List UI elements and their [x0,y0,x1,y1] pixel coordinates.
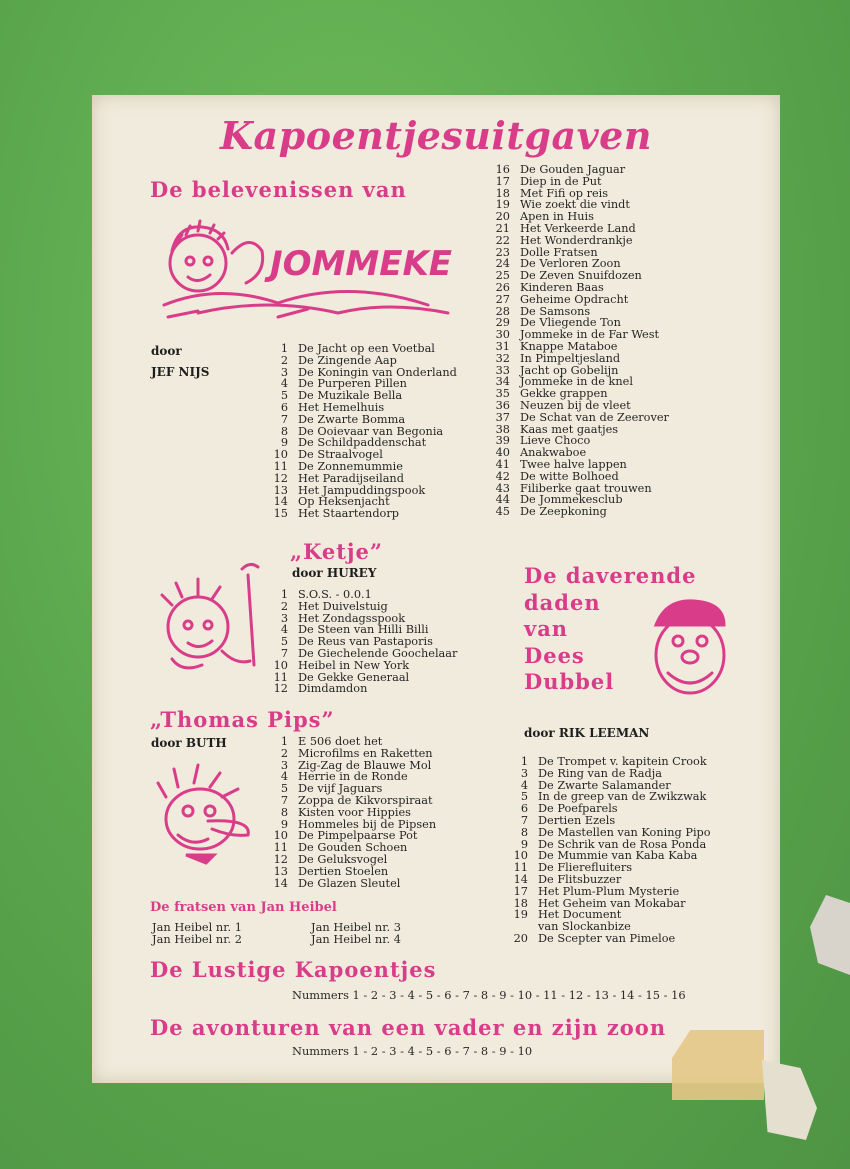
jommeke-name: Het Hemelhuis [298,400,385,414]
jommeke-name: Lieve Choco [520,434,591,448]
jommeke-number: 26 [495,280,510,294]
jommeke-number: 35 [495,387,510,401]
dees-heading-line: daden [524,589,601,615]
thomas-number: 1 [280,735,288,748]
ketje-name: De Reus van Pastaporis [298,635,433,649]
jommeke-name: De Koningin van Onderland [298,365,457,379]
ketje-name: S.O.S. - 0.0.1 [298,588,372,601]
jommeke-name: Het Paradijseiland [298,471,404,485]
jommeke-name: Met Fifi op reis [520,186,609,200]
jommeke-number: 42 [495,469,510,483]
ketje-number: 7 [280,646,288,660]
jommeke-name: De Ooievaar van Begonia [298,424,444,438]
thomas-number: 7 [280,793,288,807]
jommeke-name: De Zonnemummie [298,459,403,473]
jommeke-number: 28 [495,304,510,318]
jommeke-number: 17 [495,174,510,188]
jommeke-author: JEF NIJS [151,365,210,379]
dees-byline: door RIK LEEMAN [524,726,650,740]
jommeke-by-label: door [151,344,182,358]
jommeke-number: 22 [495,233,510,247]
dees-number: 19 [513,908,528,922]
dees-heading-line: Dubbel [524,669,615,694]
thomas-number: 5 [280,782,288,796]
ketje-number: 10 [273,658,288,672]
thomas-name: Microfilms en Raketten [298,746,433,760]
dees-number: 8 [520,825,528,839]
ketje-name: De Steen van Hilli Billi [298,623,429,637]
thomas-list [262,736,436,889]
thomas-name: Zig-Zag de Blauwe Mol [298,758,432,772]
thomas-name: De Geluksvogel [298,852,388,866]
jommeke-name: De Vliegende Ton [520,316,621,330]
thomas-number: 12 [273,852,288,866]
thomas-number: 11 [273,841,288,855]
thomas-name: Hommeles bij de Pipsen [298,817,437,831]
jommeke-name: De Jommekesclub [520,493,623,507]
ketje-name: Het Zondagsspook [298,611,406,625]
dees-name: De Mastellen van Koning Pipo [538,825,711,839]
jommeke-name: De Zeven Snuifdozen [520,269,642,283]
thomas-name: Dertien Stoelen [298,864,389,878]
jommeke-number: 33 [495,363,510,377]
thomas-number: 2 [280,746,288,760]
ketje-name: Heibel in New York [298,658,410,672]
lustige-heading: De Lustige Kapoentjes [150,957,437,982]
thomas-number: 13 [273,864,288,878]
dees-name: van Slockanbize [538,920,631,934]
jommeke-name: Neuzen bij de vleet [520,398,631,412]
jommeke-name: Het Verkeerde Land [520,221,636,235]
vader-heading: De avonturen van een vader en zijn zoon [150,1015,667,1040]
ketje-heading: „Ketje” [290,539,383,564]
jommeke-name: De witte Bolhoed [520,469,619,483]
thomas-name: De Pimpelpaarse Pot [298,829,418,843]
ketje-list [262,589,457,695]
jommeke-name: De Zwarte Bomma [298,412,406,426]
thomas-title [262,878,436,890]
ketje-name: Het Duivelstuig [298,599,388,613]
jommeke-name: In Pimpeltjesland [520,351,621,365]
jommeke-title [262,508,457,520]
publisher-title: Kapoentjesuitgaven [220,113,652,158]
thomas-number: 3 [280,758,288,772]
jommeke-name: Kinderen Baas [520,280,604,294]
jommeke-name: De Purperen Pillen [298,377,407,391]
jommeke-name: Wie zoekt die vindt [520,198,630,212]
jommeke-number: 41 [495,457,510,471]
ketje-number: 1 [280,588,288,601]
jommeke-name: De Schildpaddenschat [298,436,427,450]
jommeke-number: 21 [495,221,510,235]
jommeke-number: 27 [495,292,510,306]
thomas-byline: door BUTH [151,736,227,750]
jommeke-name: Dolle Fratsen [520,245,598,259]
jommeke-name: De Gouden Jaguar [520,163,626,176]
jommeke-name: Twee halve lappen [520,457,627,471]
jommeke-number: 9 [280,436,288,450]
dees-illustration [644,595,734,705]
dees-number: 6 [520,802,528,816]
ketje-illustration [152,555,272,685]
jommeke-number: 13 [273,483,288,497]
jommeke-list-left [262,343,457,520]
dees-name: Het Plum-Plum Mysterie [538,884,680,898]
jommeke-name: Het Staartendorp [298,507,399,521]
thomas-number: 9 [280,817,288,831]
dees-name: De Poefparels [538,802,618,816]
heibel-item-4: Jan Heibel nr. 4 [311,932,401,946]
jommeke-name: Knappe Mataboe [520,339,618,353]
thomas-number: 14 [273,876,288,890]
jommeke-name: De Zeepkoning [520,505,607,519]
jommeke-name: Jommeke in de knel [520,375,633,389]
jommeke-number: 6 [280,400,288,414]
ketje-number: 2 [280,599,288,613]
dees-number: 4 [520,778,528,792]
thomas-name: De Glazen Sleutel [298,876,401,890]
jommeke-number: 45 [495,505,510,519]
thomas-name: Kisten voor Hippies [298,805,411,819]
jommeke-number: 39 [495,434,510,448]
ketje-number: 5 [280,635,288,649]
jommeke-name: Het Jampuddingspook [298,483,426,497]
jommeke-name: Het Wonderdrankje [520,233,633,247]
jommeke-number: 44 [495,493,510,507]
dees-name: De Scepter van Pimeloe [538,931,676,945]
jommeke-name: De Jacht op een Voetbal [298,342,435,355]
jommeke-number: 32 [495,351,510,365]
jommeke-number: 38 [495,422,510,436]
thomas-name: E 506 doet het [298,735,383,748]
jommeke-number: 29 [495,316,510,330]
dees-number: 17 [513,884,528,898]
ketje-number: 11 [273,670,288,684]
heibel-item-1: Jan Heibel nr. 1 [152,920,242,934]
dees-number: 10 [513,849,528,863]
dees-number: 11 [513,861,528,875]
dees-list [502,756,711,945]
dees-number: 20 [513,931,528,945]
dees-number: 1 [520,755,528,768]
ketje-name: De Gekke Generaal [298,670,410,684]
jommeke-name: Diep in de Put [520,174,602,188]
thomas-name: De vijf Jaguars [298,782,383,796]
ketje-number: 4 [280,623,288,637]
heibel-item-2: Jan Heibel nr. 2 [152,932,242,946]
jommeke-number: 18 [495,186,510,200]
dees-name: De Flitsbuzzer [538,872,622,886]
jommeke-number: 8 [280,424,288,438]
thomas-name: De Gouden Schoen [298,841,408,855]
dees-title [502,933,711,945]
jommeke-number: 4 [280,377,288,391]
dees-name: De Zwarte Salamander [538,778,671,792]
dees-number: 14 [513,872,528,886]
dees-number: 7 [520,813,528,827]
thomas-number: 8 [280,805,288,819]
dees-heading-line: De daverende [524,563,697,588]
jommeke-number: 3 [280,365,288,379]
dees-name: In de greep van de Zwikzwak [538,790,707,804]
jommeke-name: Jacht op Gobelijn [520,363,619,377]
ketje-name: De Giechelende Goochelaar [298,646,458,660]
jommeke-number: 1 [280,342,288,355]
jommeke-name: Apen in Huis [520,210,594,224]
thomas-name: Herrie in de Ronde [298,770,408,784]
ketje-name: Dimdamdon [298,682,368,696]
jommeke-number: 16 [495,163,510,176]
jommeke-name: Filiberke gaat trouwen [520,481,652,495]
jommeke-number: 5 [280,389,288,403]
jommeke-name: Jommeke in de Far West [520,328,660,342]
dees-name: Dertien Ezels [538,813,616,827]
thomas-illustration [152,763,272,873]
dees-name: De Ring van de Radja [538,766,663,780]
dees-number: 9 [520,837,528,851]
dees-name: Het Geheim van Mokabar [538,896,686,910]
jommeke-name: De Straalvogel [298,448,383,462]
jommeke-name: Gekke grappen [520,387,608,401]
ketje-title [262,683,457,695]
catalog-panel [92,95,780,1083]
jommeke-number: 24 [495,257,510,271]
jommeke-number: 19 [495,198,510,212]
jommeke-name: De Schat van de Zeerover [520,410,669,424]
jommeke-number: 23 [495,245,510,259]
dees-number: 18 [513,896,528,910]
dees-name: Het Document [538,908,622,922]
jommeke-name: Kaas met gaatjes [520,422,619,436]
lustige-numbers: Nummers 1 - 2 - 3 - 4 - 5 - 6 - 7 - 8 - 9 - 10 - 11 - 12 - 13 - 14 - 15 - 16 [292,988,686,1002]
dees-name: De Mummie van Kaba Kaba [538,849,698,863]
ketje-number: 3 [280,611,288,625]
jommeke-number: 20 [495,210,510,224]
dees-name: De Trompet v. kapitein Crook [538,755,707,768]
jommeke-heading: De belevenissen van [150,177,407,202]
dees-name: De Flierefluiters [538,861,633,875]
jommeke-name: Op Heksenjacht [298,495,390,509]
jommeke-list-right [484,164,669,518]
jommeke-number: 43 [495,481,510,495]
heibel-item-3: Jan Heibel nr. 3 [311,920,401,934]
jommeke-name: De Samsons [520,304,591,318]
jommeke-illustration [158,213,458,323]
paper-tear-yellow [672,1030,764,1100]
jommeke-number: 31 [495,339,510,353]
heibel-heading: De fratsen van Jan Heibel [150,900,337,915]
jommeke-number: 14 [273,495,288,509]
ketje-byline: door HUREY [292,566,377,580]
jommeke-name: Geheime Opdracht [520,292,629,306]
jommeke-number: 12 [273,471,288,485]
dees-number: 5 [520,790,528,804]
vader-numbers: Nummers 1 - 2 - 3 - 4 - 5 - 6 - 7 - 8 - 9 - 10 [292,1044,533,1058]
thomas-name: Zoppa de Kikvorspiraat [298,793,433,807]
jommeke-number: 15 [273,507,288,521]
jommeke-title [484,506,669,518]
jommeke-number: 25 [495,269,510,283]
jommeke-name: De Zingende Aap [298,353,397,367]
jommeke-number: 7 [280,412,288,426]
jommeke-number: 40 [495,446,510,460]
jommeke-number: 34 [495,375,510,389]
jommeke-number: 30 [495,328,510,342]
thomas-heading: „Thomas Pips” [150,707,335,732]
dees-heading-line: Dees [524,642,585,668]
jommeke-number: 10 [273,448,288,462]
jommeke-number: 36 [495,398,510,412]
dees-number: 3 [520,766,528,780]
ketje-number: 12 [273,682,288,696]
thomas-number: 10 [273,829,288,843]
dees-heading-line: van [524,616,569,641]
jommeke-name: De Verloren Zoon [520,257,621,271]
jommeke-number: 37 [495,410,510,424]
dees-name: De Schrik van de Rosa Ponda [538,837,707,851]
jommeke-name: Anakwaboe [520,446,587,460]
jommeke-number: 11 [273,459,288,473]
jommeke-name: De Muzikale Bella [298,389,403,403]
jommeke-number: 2 [280,353,288,367]
thomas-number: 4 [280,770,288,784]
jommeke-logo-text: JOMMEKE [270,244,453,284]
